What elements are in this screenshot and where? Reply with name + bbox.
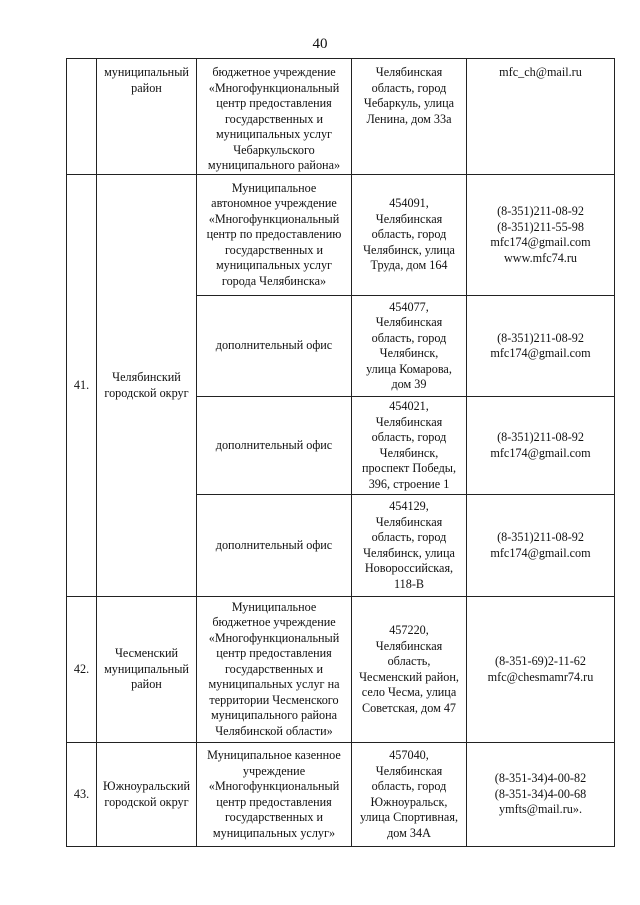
contacts-cell: (8-351)211-08-92 mfc174@gmail.com xyxy=(467,397,615,495)
address-cell: 454077, Челябинская область, город Челябинск, улица Комарова, дом 39 xyxy=(352,296,467,397)
organization-cell: Муниципальное бюджетное учреждение «Многофункциональный центр предоставления государственных и муниципальных услуг на территории Чесменского муниципального района Челябинской области» xyxy=(197,597,352,743)
contacts-cell: (8-351)211-08-92 mfc174@gmail.com xyxy=(467,495,615,597)
organization-cell: дополнительный офис xyxy=(197,495,352,597)
organization-cell: дополнительный офис xyxy=(197,296,352,397)
address-cell: 454021, Челябинская область, город Челябинск, проспект Победы, 396, строение 1 xyxy=(352,397,467,495)
row-number-cell: 43. xyxy=(67,743,97,847)
row-number-cell: 42. xyxy=(67,597,97,743)
organization-cell: бюджетное учреждение «Многофункциональный центр предоставления государственных и муниципальных услуг Чебаркульского муниципального района» xyxy=(197,59,352,175)
contacts-cell: (8-351-69)2-11-62 mfc@chesmamr74.ru xyxy=(467,597,615,743)
address-cell: Челябинская область, город Чебаркуль, улица Ленина, дом 33а xyxy=(352,59,467,175)
municipality-cell: Челябинский городской округ xyxy=(97,175,197,597)
organization-cell: дополнительный офис xyxy=(197,397,352,495)
table-row xyxy=(67,597,615,743)
contacts-cell: (8-351)211-08-92 mfc174@gmail.com xyxy=(467,296,615,397)
address-cell: 454129, Челябинская область, город Челябинск, улица Новороссийская, 118-В xyxy=(352,495,467,597)
organization-cell: Муниципальное автономное учреждение «Многофункциональный центр по предоставлению государственных и муниципальных услуг города Челябинска» xyxy=(197,175,352,296)
contacts-cell: (8-351)211-08-92 (8-351)211-55-98 mfc174@gmail.com www.mfc74.ru xyxy=(467,175,615,296)
contacts-cell: mfc_ch@mail.ru xyxy=(467,59,615,175)
address-cell: 457040, Челябинская область, город Южноуральск, улица Спортивная, дом 34А xyxy=(352,743,467,847)
row-number-cell xyxy=(67,59,97,175)
mfc-table xyxy=(66,58,615,847)
table-row xyxy=(67,59,615,175)
table-row xyxy=(67,175,615,296)
address-cell: 454091, Челябинская область, город Челябинск, улица Труда, дом 164 xyxy=(352,175,467,296)
row-number-cell: 41. xyxy=(67,175,97,597)
page-number: 40 xyxy=(312,36,328,52)
municipality-cell: Чесменский муниципальный район xyxy=(97,597,197,743)
table-row xyxy=(67,743,615,847)
municipality-cell: Южноуральский городской округ xyxy=(97,743,197,847)
municipality-cell: муниципальный район xyxy=(97,59,197,175)
address-cell: 457220, Челябинская область, Чесменский район, село Чесма, улица Советская, дом 47 xyxy=(352,597,467,743)
organization-cell: Муниципальное казенное учреждение «Многофункциональный центр предоставления государственных и муниципальных услуг» xyxy=(197,743,352,847)
contacts-cell: (8-351-34)4-00-82 (8-351-34)4-00-68 ymfts@mail.ru». xyxy=(467,743,615,847)
